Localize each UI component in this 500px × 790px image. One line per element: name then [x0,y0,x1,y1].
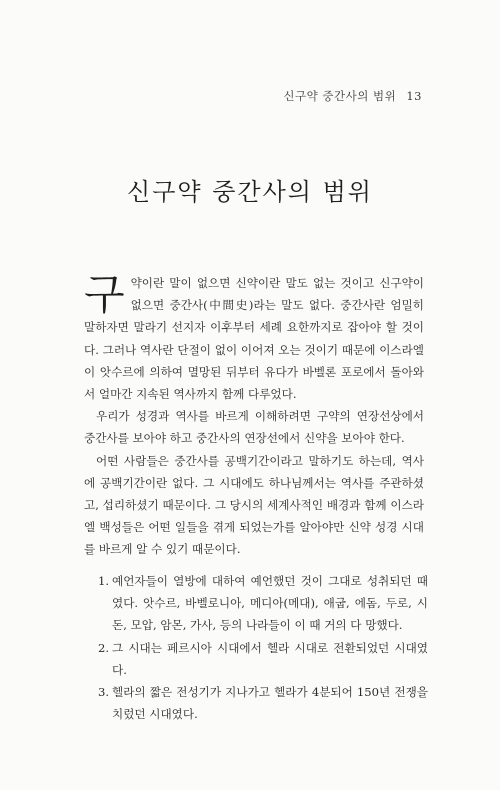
list-item-text: 그 시대는 페르시아 시대에서 헬라 시대로 전환되었던 시대였다. [112,640,428,677]
numbered-list [98,570,428,725]
list-item [98,570,428,637]
paragraph-3: 어떤 사람들은 중간사를 공백기간이라고 말하기도 하는데, 역사에 공백기간이란 없다. 그 시대에도 하나님께서는 역사를 주관하셨고, 섭리하셨기 때문이다. 그 당시의 세계사적인 배경과 함께 이스라엘 백성들은 어떤 일들을 겪게 되었는가를 알아야만 신약 성경 시대를 바르게 알 수 있기 때문이다. [84,453,424,557]
paragraph-1 [84,272,424,405]
page-number: 13 [406,89,422,103]
list-item-number: 2. [98,640,110,655]
running-head [283,88,422,104]
list-item-text: 헬라의 짧은 전성기가 지나가고 헬라가 4분되어 150년 전쟁을 치렀던 시대였다. [112,685,428,722]
paragraph-1-text: 약이란 말이 없으면 신약이란 말도 없는 것이고 신구약이 없으면 중간사(中間史)라는 말도 없다. 중간사란 엄밀히 말하자면 말라기 선지자 이후부터 세례 요한까지로 잡아야 할 것이다. 그러나 역사란 단절이 없이 이어져 오는 것이기 때문에 이스라엘이 앗수르에 의하여 멸망된 뒤부터 유다가 바벨론 포로에서 돌아와서 얼마간 지속된 역사까지 함께 다루었다. [84,276,424,402]
list-item [98,637,428,681]
list-item-number: 1. [98,574,110,588]
list-item-text: 예언자들이 열방에 대하여 예언했던 것이 그대로 성취되던 때였다. 앗수르, 바벨로니아, 메디아(메대), 애굽, 에돔, 두로, 시돈, 모압, 암몬, 가사, 등의 나라들이 이 때 거의 다 망했다. [112,574,428,633]
list-item-number: 3. [98,685,110,700]
paragraph-2: 우리가 성경과 역사를 바르게 이해하려면 구약의 연장선상에서 중간사를 보아야 하고 중간사의 연장선에서 신약을 보아야 한다. [84,409,424,446]
body-text [84,272,424,561]
running-head-title: 신구약 중간사의 범위 [283,89,397,103]
list-item [98,681,428,725]
chapter-title: 신구약 중간사의 범위 [127,178,373,206]
drop-cap: 구 [84,270,125,319]
